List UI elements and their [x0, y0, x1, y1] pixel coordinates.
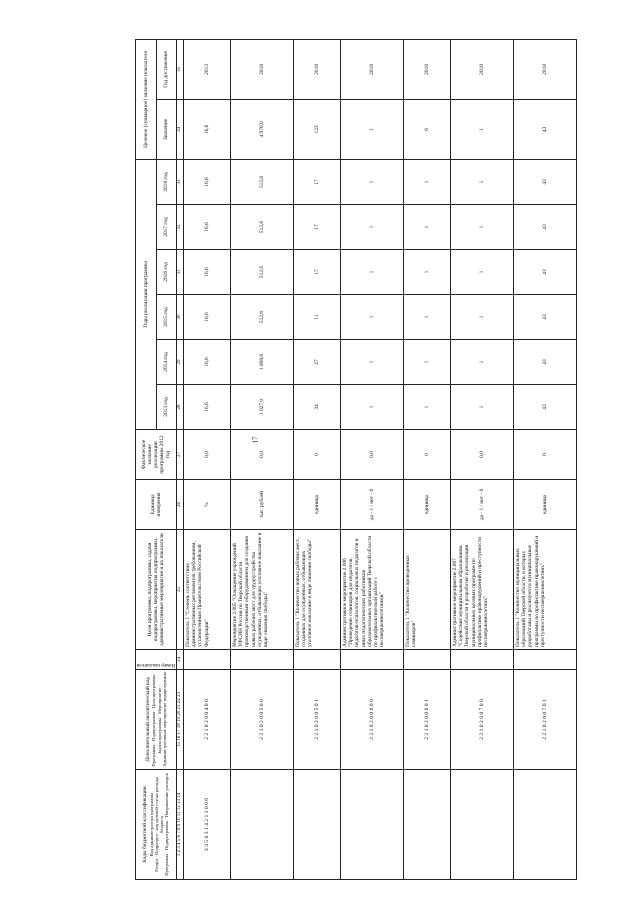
- budget-classification-label: Коды бюджетной классификации: [142, 786, 149, 863]
- unit-header: Единица измерения: [136, 480, 177, 530]
- col-num: 11: [177, 811, 183, 817]
- value-2017-cell: 1: [450, 205, 513, 250]
- value-2018-cell: 512,6: [230, 159, 293, 204]
- value-2016-cell: 1: [450, 250, 513, 295]
- col-num: 13: [177, 798, 183, 804]
- budget-codes-cell: [293, 770, 340, 880]
- year-2017-header: 2017 год: [156, 205, 177, 250]
- unit-cell: да - 1 / нет - 0: [340, 480, 403, 530]
- value-2017-cell: 43: [513, 205, 576, 250]
- value-2017-cell: 512,6: [230, 205, 293, 250]
- value-2018-cell: 16,6: [183, 159, 230, 204]
- value-2015-cell: 512,6: [230, 295, 293, 340]
- target-value-cell: 4 976,0: [230, 99, 293, 159]
- task-header: Задача программы: [156, 717, 162, 755]
- indicator-number-cell: [450, 650, 513, 670]
- column-numbers-row: [177, 39, 184, 879]
- event-header: Мероприятие: [156, 687, 162, 715]
- budget-subheaders-2: Раздел · Подраздел · код целевой статьи расхода бюджета: [153, 777, 165, 872]
- unit-cell: %: [183, 480, 230, 530]
- budget-codes-cell: [230, 770, 293, 880]
- prior-value-cell: 0: [513, 430, 576, 480]
- budget-codes-cell: [513, 770, 576, 880]
- indicator-number-cell: [230, 650, 293, 670]
- indicator-number-header: [136, 650, 177, 670]
- program-table: [135, 39, 577, 880]
- col-num: 15: [177, 742, 183, 747]
- admin-event-header: Административное мероприятие: [161, 702, 167, 767]
- target-year-cell: 2018: [230, 39, 293, 99]
- value-2013-cell: 1: [340, 385, 403, 430]
- target-year-cell: 2018: [450, 39, 513, 99]
- expense-direction-header: Направление расходов: [164, 773, 170, 818]
- table-row: [183, 39, 230, 879]
- value-2014-cell: 1: [340, 340, 403, 385]
- unit-cell: да - 1 / нет - 0: [450, 480, 513, 530]
- col-num: 4: [177, 842, 183, 846]
- value-2013-cell: 1: [403, 385, 450, 430]
- col-num-cell: 25: [177, 530, 184, 650]
- page-number: 17: [251, 436, 260, 444]
- col-num: 21: [177, 704, 183, 710]
- year-2013-header: 2013 год: [156, 385, 177, 430]
- name-cell: Показатель 1 "Количество проведенных семинаров": [403, 530, 450, 650]
- col-num: 9: [177, 823, 183, 827]
- table-row: [513, 39, 576, 879]
- add-program-header: Программа: [151, 744, 157, 767]
- analytic-code-label: Дополнительный аналитический код: [145, 677, 152, 762]
- unit-cell: тыс. рублей: [230, 480, 293, 530]
- indicator-number-cell: [513, 650, 576, 670]
- unit-cell: единица: [293, 480, 340, 530]
- value-2018-cell: 43: [513, 159, 576, 204]
- column-numbers-analytic: [177, 670, 184, 770]
- prior-value-cell: 0: [403, 430, 450, 480]
- table-row: [403, 39, 450, 879]
- analytic-codes-cell: 2 2 1 0 2 0 0 4 0 0: [183, 670, 230, 770]
- value-2015-cell: 1: [340, 295, 403, 340]
- budget-codes-cell: [403, 770, 450, 880]
- budget-codes-cell: 3 3 5 0 3 1 4 2 1 1 0 0 6: [183, 770, 230, 880]
- col-num-cell: 34: [177, 99, 184, 159]
- col-num: 23: [177, 692, 183, 697]
- col-num-cell: 26: [177, 480, 184, 530]
- table-row: [450, 39, 513, 879]
- col-num-cell: 33: [177, 159, 184, 204]
- analytic-subheaders: Программа · Подпрограмма · Цель программы · Задача программы · Мероприятие · Административное мероприятие подпрограммы: [151, 672, 167, 767]
- value-2013-cell: 1: [450, 385, 513, 430]
- name-column-header: Цели программы, подпрограммы, задачи подпрограммы, мероприятия подпрограммы, административные мероприятия и их показатели: [136, 530, 177, 650]
- col-num: 8: [177, 827, 183, 831]
- value-2013-cell: 43: [513, 385, 576, 430]
- value-2014-cell: 1: [450, 340, 513, 385]
- budget-codes-cell: [340, 770, 403, 880]
- name-cell: Административное мероприятие 2.007 "Содействие муниципальным образованиям Тверской области в разработке и реализации муниципальных целевых программ по профилактике правонарушений и преступности несовершеннолетних": [450, 530, 513, 650]
- year-2015-header: 2015 год: [156, 295, 177, 340]
- col-num: 22: [177, 698, 183, 704]
- year-2016-header: 2016 год: [156, 250, 177, 295]
- target-header: Целевое (суммарное) значение показателя: [136, 39, 157, 159]
- col-num: 10: [177, 817, 183, 823]
- col-num-cell: 32: [177, 205, 184, 250]
- budget-subheaders-3: Программа · Подпрограмма · Направление расходов: [164, 773, 170, 876]
- target-value-cell: 123: [293, 99, 340, 159]
- value-2017-cell: 1: [403, 205, 450, 250]
- col-num: 3: [177, 846, 183, 849]
- value-2015-cell: 11: [293, 295, 340, 340]
- col-num-cell: 24: [177, 650, 184, 670]
- analytic-codes-cell: 2 2 1 0 2 0 0 7 0 0: [450, 670, 513, 770]
- unit-cell: единица: [513, 480, 576, 530]
- col-num: 14: [177, 792, 183, 798]
- prior-value-cell: 0,0: [340, 430, 403, 480]
- analytic-codes-cell: 2 2 1 0 2 0 0 6 0 1: [403, 670, 450, 770]
- value-2014-cell: 16,6: [183, 340, 230, 385]
- rotated-table-container: [135, 40, 640, 880]
- budget-classification-header: [136, 770, 177, 880]
- target-year-cell: 2018: [513, 39, 576, 99]
- target-value-cell: 6: [403, 99, 450, 159]
- value-2018-cell: 1: [403, 159, 450, 204]
- budget-codes-cell: [450, 770, 513, 880]
- col-num-cell: 31: [177, 250, 184, 295]
- value-2015-cell: 43: [513, 295, 576, 340]
- col-num: 16: [177, 735, 183, 741]
- target-value-cell: 16,6: [183, 99, 230, 159]
- target-year-cell: 2018: [340, 39, 403, 99]
- value-2016-cell: 17: [293, 250, 340, 295]
- analytic-codes-cell: 2 2 1 0 2 0 0 5 0 1: [293, 670, 340, 770]
- target-value-header: Значение: [156, 99, 177, 159]
- col-num: 5: [177, 838, 183, 842]
- value-2013-cell: 16,6: [183, 385, 230, 430]
- table-row: [230, 39, 293, 879]
- value-2016-cell: 1: [340, 250, 403, 295]
- analytic-codes-cell: 2 2 1 0 2 0 0 7 0 1: [513, 670, 576, 770]
- value-2014-cell: 27: [293, 340, 340, 385]
- value-2015-cell: 1: [403, 295, 450, 340]
- indicator-number-cell: [403, 650, 450, 670]
- target-year-cell: 2018: [293, 39, 340, 99]
- years-header: Годы реализации программы: [136, 159, 157, 429]
- value-2017-cell: 1: [340, 205, 403, 250]
- value-2014-cell: 1: [403, 340, 450, 385]
- add-subprogram-header: Подпрограмма: [151, 711, 157, 741]
- section-header: Раздел: [153, 858, 159, 872]
- target-year-cell: 2013: [183, 39, 230, 99]
- goal-header: Цель программы: [151, 675, 157, 709]
- indicator-number-cell: [183, 650, 230, 670]
- indicator-number-cell: [293, 650, 340, 670]
- col-num-cell: 28: [177, 385, 184, 430]
- program-header: Программа: [164, 853, 170, 876]
- analytic-codes-cell: 2 2 1 0 2 0 0 6 0 0: [340, 670, 403, 770]
- value-2014-cell: 1 898,6: [230, 340, 293, 385]
- col-num: 19: [177, 717, 183, 722]
- column-numbers-budget: [177, 770, 184, 880]
- col-num: 6: [177, 835, 183, 838]
- col-num: 2: [177, 850, 183, 853]
- value-2013-cell: 1 027,0: [230, 385, 293, 430]
- value-2016-cell: 16,6: [183, 250, 230, 295]
- admin-code-header: Код администратора программы: [148, 792, 154, 857]
- value-2016-cell: 512,6: [230, 250, 293, 295]
- year-2018-header: 2018 год: [156, 159, 177, 204]
- target-year-header: Год достижения: [156, 39, 177, 99]
- col-num: 17: [177, 729, 183, 735]
- value-2018-cell: 1: [450, 159, 513, 204]
- table-row: [293, 39, 340, 879]
- name-cell: Административное мероприятие 2.006 "Проведение семинаров для педагогов, педагогов-психологов, социальных педагогов и иных педагогических работников образовательных организаций Тверской области по профилактической работе с несовершеннолетними": [340, 530, 403, 650]
- value-2016-cell: 43: [513, 250, 576, 295]
- col-num: 18: [177, 723, 183, 729]
- value-2014-cell: 43: [513, 340, 576, 385]
- value-2017-cell: 17: [293, 205, 340, 250]
- col-num-cell: 29: [177, 340, 184, 385]
- target-year-cell: 2018: [403, 39, 450, 99]
- value-2015-cell: 16,6: [183, 295, 230, 340]
- col-num-cell: 30: [177, 295, 184, 340]
- value-2018-cell: 1: [340, 159, 403, 204]
- value-2018-cell: 17: [293, 159, 340, 204]
- prior-value-cell: 0,0: [230, 430, 293, 480]
- subsection-header: Подраздел: [153, 834, 159, 855]
- prior-value-cell: 0,0: [183, 430, 230, 480]
- name-cell: Показатель 1 "Степень соответствия административных регламентов требованиям, установленным Правительством Российской Федерации": [183, 530, 230, 650]
- col-num-cell: 35: [177, 39, 184, 99]
- col-num: 20: [177, 710, 183, 716]
- year-2014-header: 2014 год: [156, 340, 177, 385]
- analytic-codes-cell: 2 2 1 0 2 0 0 5 0 0: [230, 670, 293, 770]
- value-2015-cell: 1: [450, 295, 513, 340]
- analytic-code-header: [136, 670, 177, 770]
- subprogram-header: Подпрограмма: [164, 821, 170, 851]
- indicator-number-label: Номер показателя: [137, 662, 176, 667]
- target-article-header: код целевой статьи расхода бюджета: [153, 777, 165, 834]
- name-cell: Показатель 1 "Количество новых рабочих мест, созданных для осужденных, отбывающих уголовное наказание в виде лишения свободы": [293, 530, 340, 650]
- sub-event-header: подпрограммы: [161, 672, 167, 702]
- indicator-number-cell: [340, 650, 403, 670]
- unit-cell: единица: [403, 480, 450, 530]
- value-2017-cell: 16,6: [183, 205, 230, 250]
- target-value-cell: 1: [340, 99, 403, 159]
- target-value-cell: 43: [513, 99, 576, 159]
- name-cell: Мероприятие 2.005 "Оснащение учреждений УФСИН России по Тверской области производственным оборудованием для создания новых рабочих мест для трудоустройства осужденных, отбывающих уголовное наказание в виде лишения свободы": [230, 530, 293, 650]
- value-2013-cell: 34: [293, 385, 340, 430]
- table-row: [340, 39, 403, 879]
- table-body: [183, 39, 576, 879]
- value-2016-cell: 1: [403, 250, 450, 295]
- col-num-cell: 27: [177, 430, 184, 480]
- prior-value-cell: 0,0: [450, 430, 513, 480]
- prior-value-cell: 0: [293, 430, 340, 480]
- name-cell: Показатель 1 "Количество муниципальных образований Тверской области, в которых разработаны и реализуются муниципальные программы по профилактике правонарушений и преступности несовершеннолетних": [513, 530, 576, 650]
- col-num: 12: [177, 805, 183, 811]
- col-num: 1: [177, 853, 183, 857]
- target-value-cell: 1: [450, 99, 513, 159]
- col-num: 7: [177, 831, 183, 834]
- header-row-1: [136, 39, 157, 879]
- prior-value-header: Фактическое значение реализации программы 2012 год: [136, 430, 177, 480]
